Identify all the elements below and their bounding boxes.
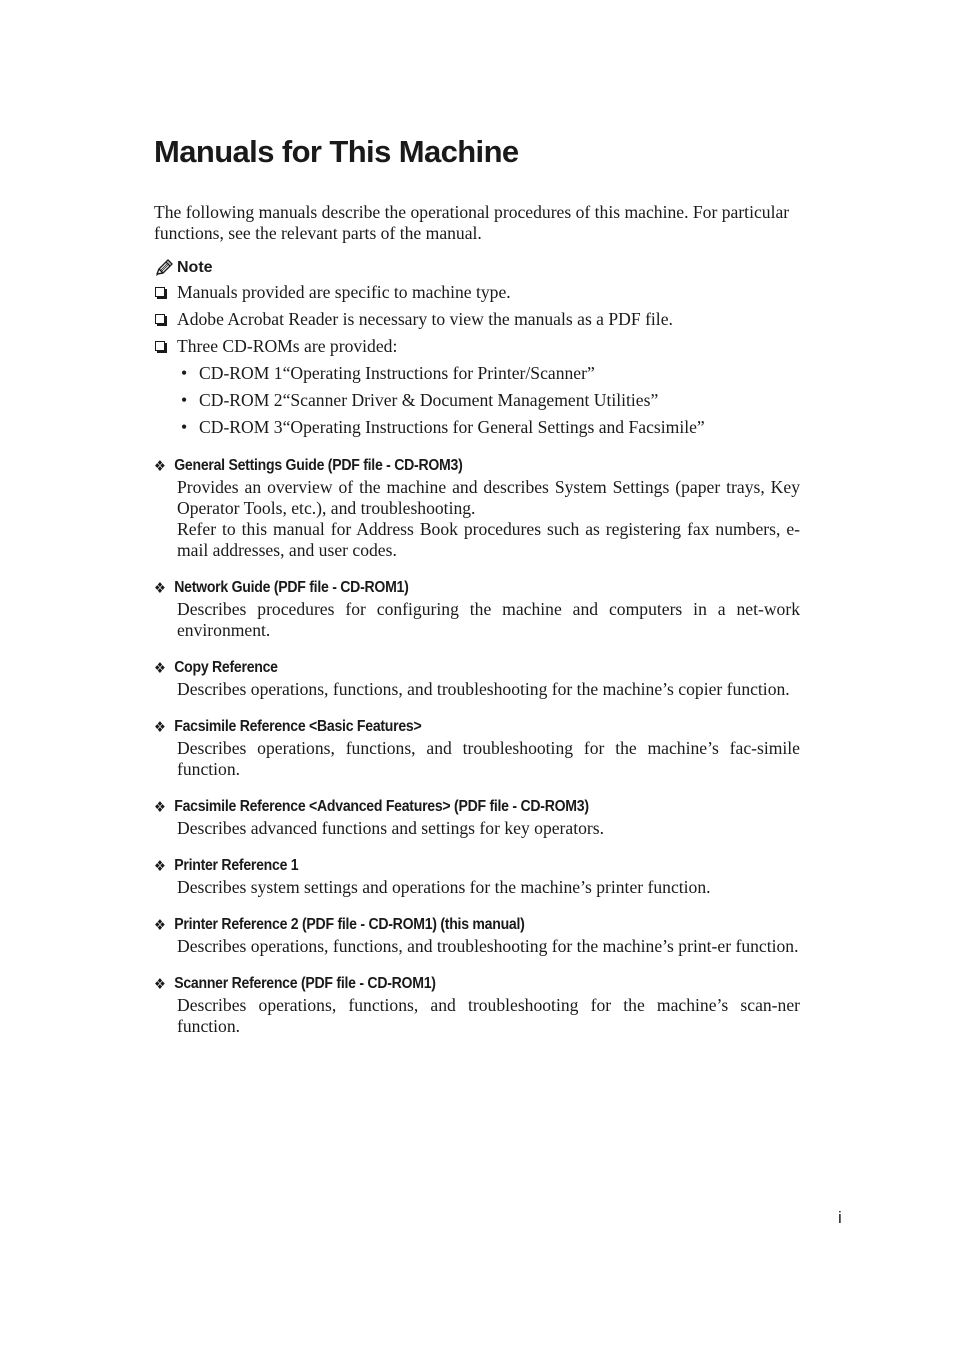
note-item-text: Three CD-ROMs are provided: — [177, 336, 398, 356]
section-heading — [154, 914, 722, 936]
section-body — [154, 995, 800, 1037]
section-heading-text: Printer Reference 2 (PDF file - CD-ROM1) (this manual) — [174, 916, 525, 933]
diamond-icon: ❖ — [154, 857, 166, 875]
bullet-icon: • — [181, 390, 188, 410]
section-body-text: Describes advanced functions and settings for key operators. — [177, 818, 605, 838]
section-heading — [154, 796, 722, 818]
section-heading — [154, 657, 722, 679]
section-heading — [154, 455, 722, 477]
note-item — [154, 282, 800, 303]
manual-section — [154, 577, 800, 641]
section-body — [154, 818, 800, 839]
section-heading-text: General Settings Guide (PDF file - CD-ROM3) — [174, 457, 463, 474]
section-body — [154, 477, 800, 561]
checkbox-icon — [155, 314, 165, 324]
note-item — [154, 336, 800, 438]
manual-section — [154, 973, 800, 1037]
bullet-icon: • — [181, 417, 188, 437]
section-heading — [154, 577, 722, 599]
manual-sections — [154, 455, 800, 1053]
pencil-icon — [154, 259, 174, 277]
section-body-text: Describes system settings and operations for the machine’s printer function. — [177, 877, 711, 897]
section-heading — [154, 973, 722, 995]
diamond-icon: ❖ — [154, 659, 166, 677]
section-body — [154, 877, 800, 898]
section-body-text: Describes operations, functions, and troubleshooting for the machine’s copier function. — [177, 679, 790, 699]
checkbox-icon — [155, 341, 165, 351]
cdrom-item — [177, 363, 800, 384]
cdrom-list — [177, 363, 800, 438]
manual-section — [154, 796, 800, 839]
page-number: i — [838, 1208, 842, 1227]
section-heading-text: Network Guide (PDF file - CD-ROM1) — [174, 579, 409, 596]
section-body — [154, 936, 800, 957]
bullet-icon: • — [181, 363, 188, 383]
section-body — [154, 679, 800, 700]
manual-section — [154, 914, 800, 957]
section-body-text: Refer to this manual for Address Book procedures such as registering fax numbers, e-mail addresses, and user codes. — [177, 519, 800, 560]
note-list — [154, 282, 800, 444]
cdrom-item — [177, 390, 800, 411]
section-heading-text: Facsimile Reference <Basic Features> — [174, 718, 422, 735]
section-heading-text: Facsimile Reference <Advanced Features> (PDF file - CD-ROM3) — [174, 798, 589, 815]
section-body-text: Describes operations, functions, and troubleshooting for the machine’s print-er function. — [177, 936, 799, 956]
section-body-text: Provides an overview of the machine and describes System Settings (paper trays, Key Operator Tools, etc.), and troubleshooting. — [177, 477, 800, 518]
diamond-icon: ❖ — [154, 718, 166, 736]
section-body-text: Describes operations, functions, and troubleshooting for the machine’s fac-simile function. — [177, 738, 800, 779]
section-heading-text: Copy Reference — [174, 659, 278, 676]
section-body-text: Describes operations, functions, and troubleshooting for the machine’s scan-ner function. — [177, 995, 800, 1036]
manual-section — [154, 657, 800, 700]
note-label: Note — [177, 259, 213, 276]
diamond-icon: ❖ — [154, 579, 166, 597]
section-heading-text: Printer Reference 1 — [174, 857, 299, 874]
diamond-icon: ❖ — [154, 975, 166, 993]
cdrom-item — [177, 417, 800, 438]
note-item-text: Adobe Acrobat Reader is necessary to view the manuals as a PDF file. — [177, 309, 673, 329]
diamond-icon: ❖ — [154, 916, 166, 934]
note-heading — [154, 257, 213, 279]
cdrom-item-text: CD-ROM 3“Operating Instructions for General Settings and Facsimile” — [199, 417, 705, 437]
diamond-icon: ❖ — [154, 457, 166, 475]
page-title: Manuals for This Machine — [154, 134, 519, 169]
checkbox-icon — [155, 287, 165, 297]
section-body-text: Describes procedures for configuring the machine and computers in a net-work environment. — [177, 599, 800, 640]
note-item-text: Manuals provided are specific to machine type. — [177, 282, 511, 302]
section-body — [154, 738, 800, 780]
cdrom-item-text: CD-ROM 1“Operating Instructions for Printer/Scanner” — [199, 363, 595, 383]
manual-section — [154, 716, 800, 780]
manual-section — [154, 455, 800, 561]
section-heading-text: Scanner Reference (PDF file - CD-ROM1) — [174, 975, 436, 992]
section-heading — [154, 855, 722, 877]
diamond-icon: ❖ — [154, 798, 166, 816]
manual-section — [154, 855, 800, 898]
cdrom-item-text: CD-ROM 2“Scanner Driver & Document Management Utilities” — [199, 390, 659, 410]
note-item — [154, 309, 800, 330]
intro-paragraph: The following manuals describe the operational procedures of this machine. For particular functions, see the relevant parts of the manual. — [154, 202, 790, 243]
section-body — [154, 599, 800, 641]
section-heading — [154, 716, 722, 738]
